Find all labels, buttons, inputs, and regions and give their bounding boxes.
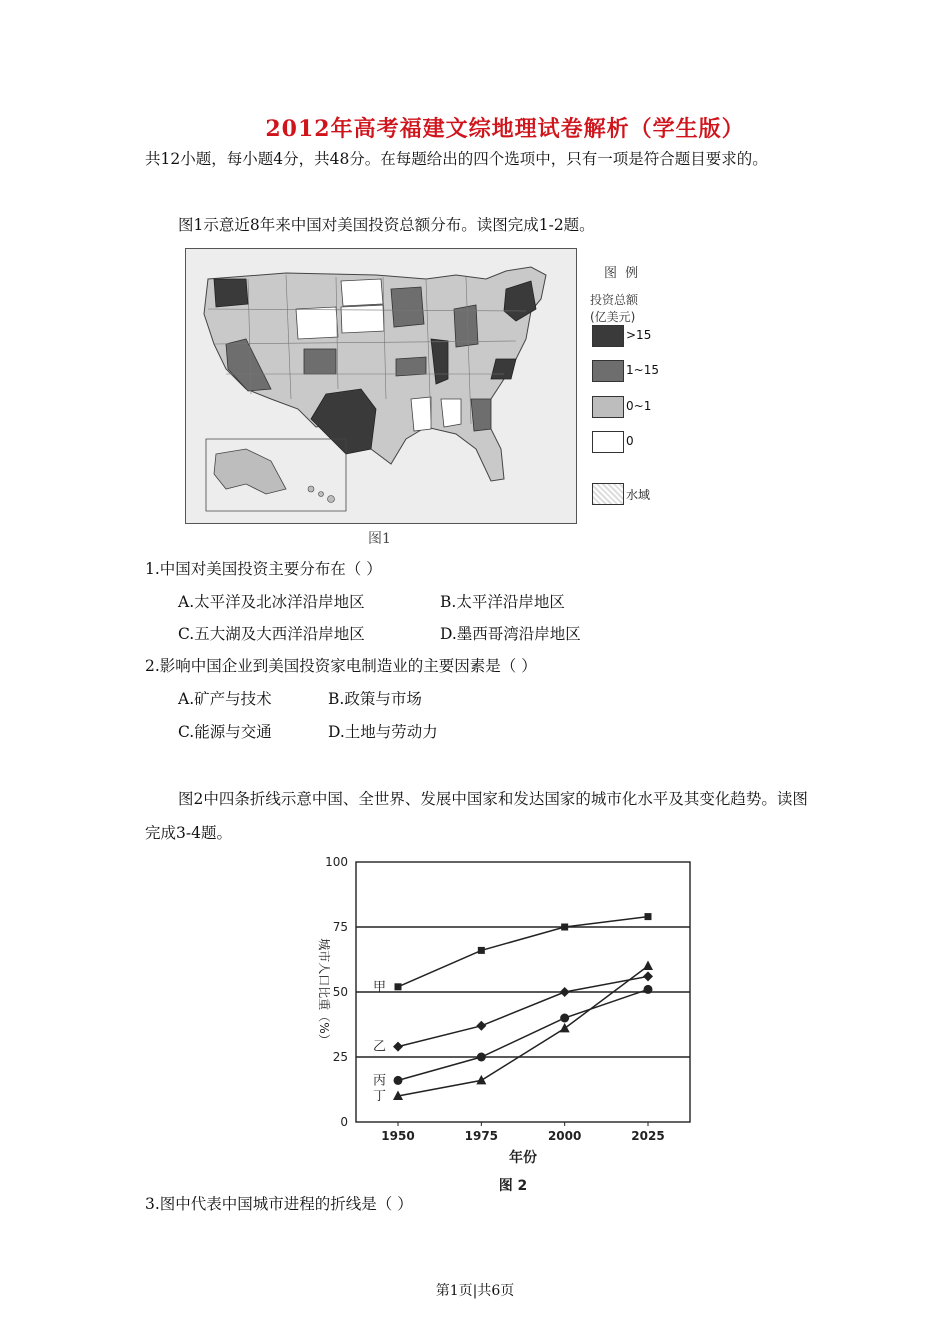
us-investment-map [185, 248, 577, 524]
series-label: 乙 [372, 1039, 386, 1055]
series-3-point [644, 985, 653, 994]
series-1-point [478, 947, 485, 954]
series-label: 丙 [372, 1073, 386, 1089]
series-4-point [560, 1023, 570, 1033]
x-tick-label: 2000 [547, 1129, 582, 1143]
series-2-point [393, 1042, 403, 1052]
legend-swatch-1-15 [592, 360, 624, 382]
y-tick-label: 0 [340, 1115, 348, 1129]
series-3-point [394, 1076, 403, 1085]
q1-option-c: C.五大湖及大西洋沿岸地区 [178, 625, 365, 643]
q2-option-b: B.政策与市场 [328, 690, 422, 708]
series-3-point [477, 1053, 486, 1062]
q3-stem: 3.图中代表中国城市进程的折线是（ ） [145, 1195, 413, 1213]
x-tick-label: 1950 [381, 1129, 415, 1143]
legend-label-1-15: 1~15 [626, 363, 659, 377]
series-3-point [560, 1014, 569, 1023]
map-legend [590, 262, 680, 325]
q2-option-d: D.土地与劳动力 [328, 723, 438, 741]
series-4-point [643, 961, 653, 971]
us-map-drawing [186, 249, 576, 523]
series-line-2 [398, 976, 648, 1046]
fig1-lead: 图1示意近8年来中国对美国投资总额分布。读图完成1-2题。 [178, 216, 595, 234]
series-1-point [561, 924, 568, 931]
series-2-point [560, 987, 570, 997]
urbanization-chart [300, 850, 710, 1200]
q2-option-c: C.能源与交通 [178, 723, 272, 741]
y-axis-label: 城市人口比重（%） [317, 938, 331, 1046]
q1-stem: 1.中国对美国投资主要分布在（ ） [145, 560, 382, 578]
legend-label-0: 0 [626, 434, 634, 448]
legend-swatch-water [592, 483, 624, 505]
legend-swatch-0 [592, 431, 624, 453]
legend-label-gt15: >15 [626, 328, 652, 342]
legend-title: 图 例 [604, 266, 641, 281]
q1-option-d: D.墨西哥湾沿岸地区 [440, 625, 581, 643]
series-line-3 [398, 989, 648, 1080]
series-label: 丁 [372, 1089, 386, 1104]
legend-swatch-gt15 [592, 325, 624, 347]
q2-stem: 2.影响中国企业到美国投资家电制造业的主要因素是（ ） [145, 657, 537, 675]
intro-paragraph: 共12小题，每小题4分，共48分。在每题给出的四个选项中，只有一项是符合题目要求的。 [145, 150, 768, 168]
q1-option-a: A.太平洋及北冰洋沿岸地区 [178, 593, 365, 611]
x-tick-label: 2025 [631, 1129, 665, 1143]
x-tick-label: 1975 [464, 1129, 499, 1143]
series-4-point [476, 1075, 486, 1085]
page-title: 2012年高考福建文综地理试卷解析（学生版） [265, 116, 745, 142]
series-2-point [643, 971, 653, 981]
fig2-lead: 图2中四条折线示意中国、全世界、发展中国家和发达国家的城市化水平及其变化趋势。读图完成3-4题。 [145, 790, 808, 842]
page-footer: 第1页|共6页 [435, 1283, 515, 1299]
x-axis-label: 年份 [509, 1150, 537, 1166]
series-1-point [645, 913, 652, 920]
q1-option-b: B.太平洋沿岸地区 [440, 593, 565, 611]
legend-swatch-0-1 [592, 396, 624, 418]
series-2-point [476, 1021, 486, 1031]
series-line-4 [398, 966, 648, 1096]
series-label: 甲 [372, 979, 386, 995]
legend-heading: 投资总额 [590, 293, 639, 307]
y-tick-label: 75 [332, 920, 348, 934]
q2-option-a: A.矿产与技术 [178, 690, 272, 708]
legend-label-water: 水域 [626, 488, 651, 502]
chart-title: 图 2 [498, 1178, 528, 1194]
legend-label-0-1: 0~1 [626, 399, 652, 413]
fig1-caption: 图1 [368, 531, 391, 547]
y-tick-label: 50 [332, 985, 348, 999]
y-tick-label: 100 [325, 855, 348, 869]
series-1-point [395, 983, 402, 990]
y-tick-label: 25 [332, 1050, 348, 1064]
legend-unit: (亿美元) [590, 310, 636, 324]
